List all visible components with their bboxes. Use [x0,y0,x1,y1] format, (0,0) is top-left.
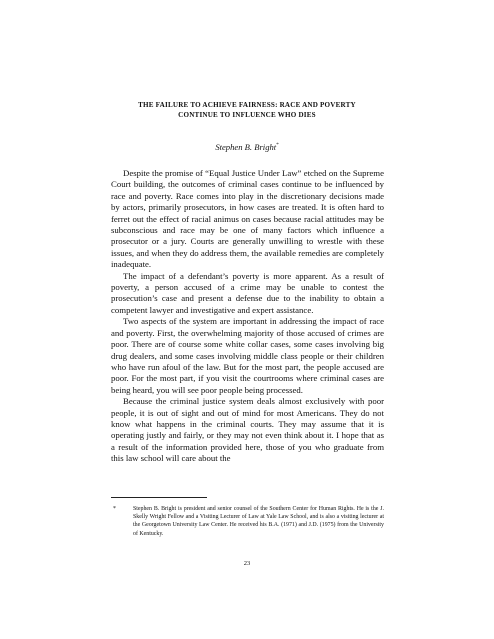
body-paragraph: The impact of a defendant’s poverty is more apparent. As a result of poverty, a person accused of a crime may be unable to contest the prosecution’s case and present a defense due to the inability to obtain a competent lawyer and investigative and expert assistance. [111,270,384,315]
article-title [100,100,394,120]
author-byline [100,142,394,152]
body-paragraph: Two aspects of the system are important in addressing the impact of race and poverty. First, the overwhelming majority of those accused of crimes are poor. There are of course some white collar cases, some cases involving big drug dealers, and some cases involving middle class people or their children who have run afoul of the law. But for the most part, the people accused are poor. For the most part, if you visit the courtrooms where criminal cases are being heard, you will see poor people being processed. [111,316,384,395]
footnote-divider [111,497,207,498]
article-title-line-2: CONTINUE TO INFLUENCE WHO DIES [178,111,316,119]
body-paragraph: Despite the promise of “Equal Justice Under Law” etched on the Supreme Court building, the outcomes of criminal cases continue to be influenced by race and poverty. Race comes into play in the discretionary decisions made by actors, primarily prosecutors, in how cases are treated. It is often hard to ferret out the effect of racial animus on cases because racial attitudes may be subconscious and race may be one of many factors which influence a prosecutor or a jury. Courts are generally unwilling to wrestle with these issues, and when they do address them, the available remedies are completely inadequate. [111,168,384,270]
article-body [111,168,384,465]
page-number: 23 [243,560,251,567]
footnote [111,505,384,538]
article-title-line-1: THE FAILURE TO ACHIEVE FAIRNESS: RACE AND POVERTY [138,101,356,109]
author-name: Stephen B. Bright [215,142,277,152]
author-footnote-mark: * [276,143,279,149]
body-paragraph: Because the criminal justice system deals almost exclusively with poor people, it is out of sight and out of mind for most Americans. They do not know what happens in the criminal courts. They may assume that it is operating justly and fairly, or they may not even think about it. I hope that as a result of the information provided here, those of you who graduate from this law school will care about the [111,396,384,464]
footnote-mark: * [113,506,116,512]
footnote-text: Stephen B. Bright is president and senior counsel of the Southern Center for Human Rights. He is the J. Skelly Wright Fellow and a Visiting Lecturer of Law at Yale Law School, and is also a visiting lecturer at the Georgetown University Law Center. He received his B.A. (1971) and J.D. (1975) from the University of Kentucky. [133,506,384,537]
